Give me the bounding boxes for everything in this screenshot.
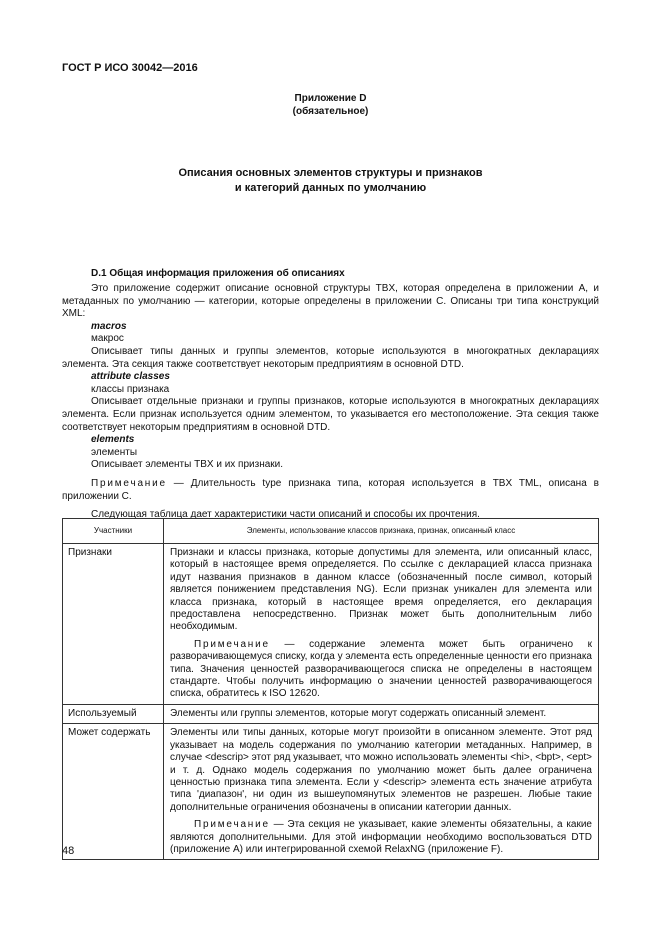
row-text: Элементы или группы элементов, которые могут содержать описанный элемент. — [170, 707, 547, 719]
table-row — [63, 724, 599, 860]
page-number: 48 — [62, 845, 75, 857]
row-note — [170, 819, 592, 856]
row-note-text: — содержание элемента может быть ограничено к разворачивающемуся списку, когда у элемента есть определенные ценности его признака типа. Значения ценностей разворачивающегося списка не определены в настоящем стандарте. Чтобы получить информацию о значении ценностей разворачивающегося списка, обратитесь к ISO 12620. — [170, 638, 592, 700]
row-text: Элементы или типы данных, которые могут произойти в описанном элементе. Этот ряд указывает на модель содержания по умолчанию категории метаданных. Например, в случае <descrip> этот ряд указывает, что можно использовать элементы <hi>, <bpt>, <ept> и т. д. Однако модель содержания по умолчанию может быть далее ограничена ценностью признака типа элемента. Если у <descrip> элемента есть значение атрибута типа 'диапазон', ни один из вышеупомянутых элементов не разрешен. Любые такие дополнительные ограничения обозначены в описании категории данных. — [170, 727, 592, 813]
table-header-row — [63, 519, 599, 544]
note-label: Примечание — [91, 477, 167, 489]
row-description — [164, 704, 599, 723]
row-note-label: Примечание — [194, 819, 270, 831]
note-paragraph — [62, 478, 599, 503]
description-elements: Описывает элементы TBX и их признаки. — [91, 459, 284, 471]
translation-macros: макрос — [91, 333, 124, 345]
description-attribute-classes: Описывает отдельные признаки и группы признаков, которые используются в многократных декларациях элемента. Если признак используется одним элементом, то указывается его местоположение. Эта секция также соответствует некоторым предприятиям в основной DTD. — [62, 396, 599, 433]
term-attribute-classes: attribute classes — [91, 371, 170, 383]
row-name: Может содержать — [63, 724, 164, 860]
table-row — [63, 704, 599, 723]
title-line-2: и категорий данных по умолчанию — [234, 182, 427, 194]
row-name: Признаки — [63, 544, 164, 705]
title-line-1: Описания основных элементов структуры и признаков — [178, 167, 483, 179]
term-macros: macros — [91, 320, 127, 332]
header-participants: Участники — [63, 519, 164, 544]
appendix-status: (обязательное) — [292, 106, 369, 117]
row-description — [164, 724, 599, 860]
note-text: — Длительность type признака типа, которая используется в TBX TML, описана в приложении С. — [62, 477, 599, 502]
translation-attribute-classes: классы признака — [91, 383, 170, 395]
table-intro: Следующая таблица дает характеристики части описаний и способы их прочтения. — [91, 509, 480, 521]
row-text: Признаки и классы признака, которые допустимы для элемента, или описанный класс, который в настоящее время определяется. По ссылке с декларацией класса признака идут названия признаков в данном классе (обозначенный после символ, который является понижением представления NG). Если признак уникален для элемента или класса признака, который в настоящее время определяется, его декларация предоставлена непосредственно. Признак может быть дополнительным либо необходимым. — [170, 547, 592, 633]
appendix-heading — [0, 92, 661, 118]
intro-paragraph: Это приложение содержит описание основной структуры TBX, которая определена в приложении А, и метаданных по умолчанию — категории, которые определены в приложении С. Описаны три типа конструкций XML: — [62, 283, 599, 320]
appendix-label: Приложение D — [294, 93, 367, 104]
row-note — [170, 639, 592, 701]
section-heading: D.1 Общая информация приложения об описаниях — [91, 268, 345, 279]
description-macros: Описывает типы данных и группы элементов, которые используются в многократных декларациях элемента. Эта секция также соответствует некоторым предприятиям в основной DTD. — [62, 345, 599, 370]
table-row — [63, 544, 599, 705]
section-body — [62, 283, 599, 522]
appendix-title — [0, 166, 661, 196]
translation-elements: элементы — [91, 446, 138, 458]
row-note-label: Примечание — [194, 638, 270, 650]
term-elements: elements — [91, 434, 135, 446]
header-elements: Элементы, использование классов признака, признак, описанный класс — [164, 519, 599, 544]
document-header: ГОСТ Р ИСО 30042—2016 — [62, 62, 198, 74]
row-name: Используемый — [63, 704, 164, 723]
row-description — [164, 544, 599, 705]
row-note-text: — Эта секция не указывает, какие элементы обязательны, а какие являются дополнительными. Для этой информации необходимо воспользоваться DTD (приложение А) или интегрированной схемой RelaxNG (приложение F). — [170, 819, 592, 855]
description-table — [62, 518, 599, 860]
